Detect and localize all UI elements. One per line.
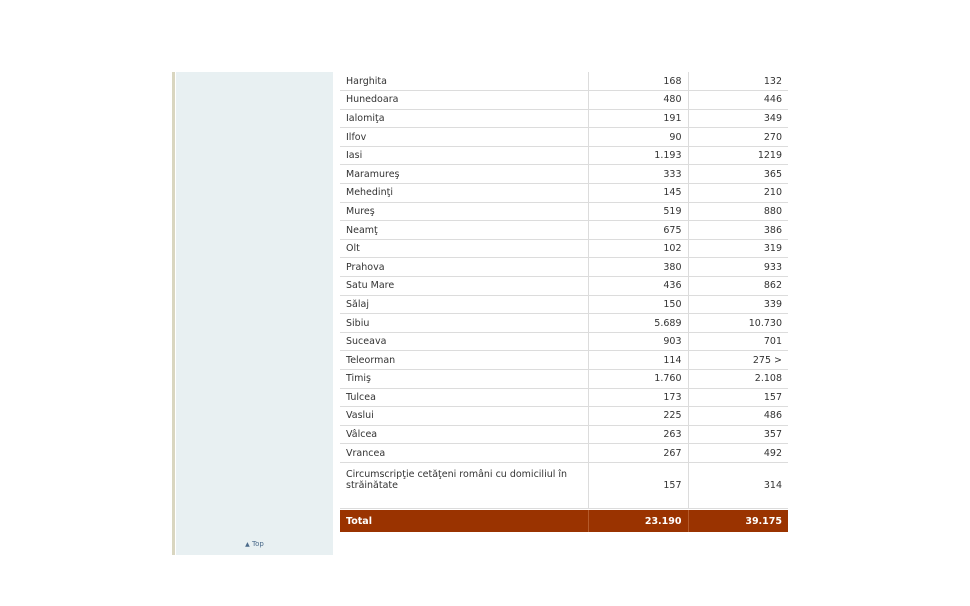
value-1-cell: 903 [588, 332, 688, 351]
table-row [340, 165, 788, 184]
value-2-cell: 319 [688, 239, 788, 258]
table-row [340, 202, 788, 221]
value-1-cell: 267 [588, 444, 688, 463]
value-1-cell: 1.760 [588, 370, 688, 389]
table-row [340, 444, 788, 463]
table-row [340, 109, 788, 128]
value-2-cell: 275 > [688, 351, 788, 370]
triangle-up-icon: ▲ [245, 541, 250, 548]
value-2-cell: 349 [688, 109, 788, 128]
table-row [340, 314, 788, 333]
value-2-cell: 314 [688, 462, 788, 508]
value-1-cell: 333 [588, 165, 688, 184]
county-name-cell: Mehedinţi [340, 184, 588, 203]
county-name-cell: Vâlcea [340, 425, 588, 444]
county-name-cell: Harghita [340, 72, 588, 91]
county-name-cell: Prahova [340, 258, 588, 277]
table-row [340, 258, 788, 277]
value-1-cell: 675 [588, 221, 688, 240]
value-2-cell: 132 [688, 72, 788, 91]
table-row [340, 388, 788, 407]
value-1-cell: 480 [588, 91, 688, 110]
county-name-cell: Ialomiţa [340, 109, 588, 128]
value-1-cell: 157 [588, 462, 688, 508]
county-name-cell: Suceava [340, 332, 588, 351]
value-2-cell: 10.730 [688, 314, 788, 333]
value-1-cell: 225 [588, 407, 688, 426]
value-2-cell: 446 [688, 91, 788, 110]
table-row [340, 332, 788, 351]
value-1-cell: 436 [588, 277, 688, 296]
value-1-cell: 90 [588, 128, 688, 147]
county-name-cell: Maramureş [340, 165, 588, 184]
value-1-cell: 1.193 [588, 146, 688, 165]
value-2-cell: 486 [688, 407, 788, 426]
county-name-cell: Circumscripţie cetăţeni români cu domiciliul în străinătate [340, 462, 588, 508]
value-2-cell: 210 [688, 184, 788, 203]
table-row [340, 407, 788, 426]
value-1-cell: 145 [588, 184, 688, 203]
table-row [340, 221, 788, 240]
sidebar [176, 72, 333, 555]
value-2-cell: 492 [688, 444, 788, 463]
total-value-1-cell: 23.190 [588, 510, 688, 532]
county-name-cell: Hunedoara [340, 91, 588, 110]
table-row [340, 370, 788, 389]
table-row [340, 295, 788, 314]
value-2-cell: 157 [688, 388, 788, 407]
total-value-2-cell: 39.175 [688, 510, 788, 532]
value-2-cell: 862 [688, 277, 788, 296]
value-2-cell: 1219 [688, 146, 788, 165]
table-row [340, 351, 788, 370]
table-row [340, 128, 788, 147]
county-name-cell: Satu Mare [340, 277, 588, 296]
table-row [340, 425, 788, 444]
county-name-cell: Tulcea [340, 388, 588, 407]
table-row [340, 72, 788, 91]
county-name-cell: Sălaj [340, 295, 588, 314]
back-to-top-link[interactable] [176, 540, 333, 548]
county-name-cell: Vaslui [340, 407, 588, 426]
value-2-cell: 2.108 [688, 370, 788, 389]
value-2-cell: 270 [688, 128, 788, 147]
county-name-cell: Neamţ [340, 221, 588, 240]
table-row [340, 462, 788, 508]
county-name-cell: Mureş [340, 202, 588, 221]
value-1-cell: 114 [588, 351, 688, 370]
value-1-cell: 263 [588, 425, 688, 444]
county-name-cell: Timiş [340, 370, 588, 389]
value-2-cell: 933 [688, 258, 788, 277]
total-row [340, 510, 788, 532]
table-row [340, 184, 788, 203]
table-row [340, 277, 788, 296]
value-2-cell: 701 [688, 332, 788, 351]
county-name-cell: Olt [340, 239, 588, 258]
value-2-cell: 386 [688, 221, 788, 240]
table-row [340, 91, 788, 110]
left-border [172, 72, 175, 555]
county-name-cell: Vrancea [340, 444, 588, 463]
results-table [340, 72, 788, 532]
county-name-cell: Sibiu [340, 314, 588, 333]
value-1-cell: 173 [588, 388, 688, 407]
value-1-cell: 519 [588, 202, 688, 221]
county-name-cell: Teleorman [340, 351, 588, 370]
value-2-cell: 357 [688, 425, 788, 444]
county-name-cell: Ilfov [340, 128, 588, 147]
table-row [340, 239, 788, 258]
value-1-cell: 168 [588, 72, 688, 91]
county-name-cell: Iasi [340, 146, 588, 165]
value-2-cell: 880 [688, 202, 788, 221]
value-1-cell: 5.689 [588, 314, 688, 333]
results-table-body [340, 72, 788, 532]
value-1-cell: 191 [588, 109, 688, 128]
value-1-cell: 150 [588, 295, 688, 314]
value-1-cell: 380 [588, 258, 688, 277]
value-2-cell: 365 [688, 165, 788, 184]
table-row [340, 146, 788, 165]
total-label-cell: Total [340, 510, 588, 532]
back-to-top-label: Top [252, 540, 264, 548]
value-2-cell: 339 [688, 295, 788, 314]
value-1-cell: 102 [588, 239, 688, 258]
